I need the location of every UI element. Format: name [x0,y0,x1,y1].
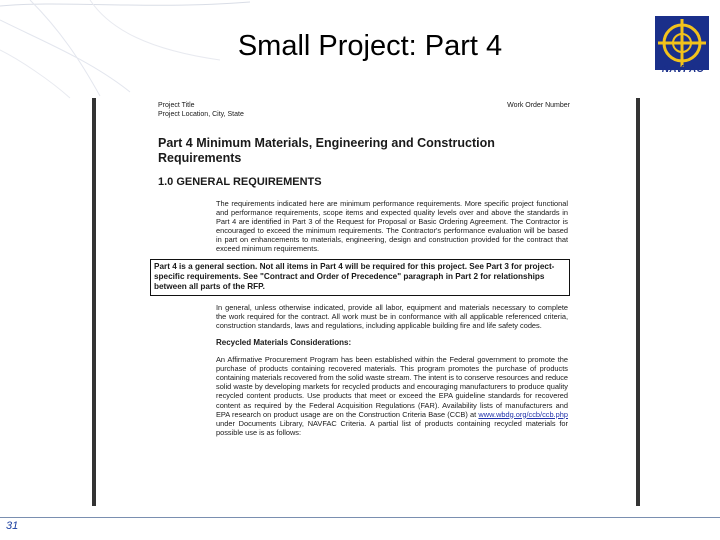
recycled-heading: Recycled Materials Considerations: [216,338,352,348]
logo-text: NAVFAC [661,64,705,75]
footer-divider [0,517,720,518]
project-location: Project Location, City, State [158,111,244,118]
project-title: Project Title [158,102,195,109]
recycled-text-b: under Documents Library, NAVFAC Criteria. A partial list of products containing recycled materials for possible use is as follows: [216,418,568,437]
document-header-left [158,101,244,119]
general-paragraph: In general, unless otherwise indicated, provide all labor, equipment and materials necessary to complete the work required for the contract. All work must be in conformance with all applicable referenced criteria, construction standards, laws and regulations, including applicable building fire and life safety codes. [216,302,568,330]
document-image-frame [92,98,640,506]
ccb-link[interactable]: www.wbdg.org/ccb/ccb.php [478,409,568,419]
document-heading: Part 4 Minimum Materials, Engineering and Construction Requirements [158,136,495,165]
recycled-paragraph [216,355,568,437]
slide-title: Small Project: Part 4 [237,30,503,62]
section-heading: 1.0 GENERAL REQUIREMENTS [158,176,322,188]
boxed-note: Part 4 is a general section. Not all items in Part 4 will be required for this project. See Part 3 for project-specific requirements. See "Contract and Order of Precedence" paragraph in Part 2 for relationships between all parts of the RFP. [150,259,570,296]
recycled-text-a: An Affirmative Procurement Program has been established within the Federal government to promote the purchase of products containing recovered materials. This program promotes the purchase of products containing materials recovered from the solid waste stream. The intent is to conserve resources and reduce solid waste by developing markets for recycled products and encouraging manufacturers to produce quality recycled content products. Use products that meet or exceed the EPA guideline standards for recovered content as required by the Federal Acquisition Regulations (FAR). Availability lists of manufacturers and EPA research on product usage are on the Construction Criteria Base (CCB) at [216,355,568,419]
requirements-paragraph: The requirements indicated here are minimum performance requirements. More specific project functional and performance requirements, scope items and expected quality levels over and above the standards in Part 4 are identified in Part 3 of the Request for Proposal or Basic Ordering Agreement. The Contractor is encouraged to exceed the minimum requirements. The Contractor's performance evaluation will be based in part on enhancements to materials, engineering, design and construction provided for the contract that exceed minimum requirements. [216,199,568,254]
document-header [158,101,570,119]
document-page [154,101,570,437]
page-number: 31 [6,520,19,532]
work-order-number: Work Order Number [507,102,570,109]
